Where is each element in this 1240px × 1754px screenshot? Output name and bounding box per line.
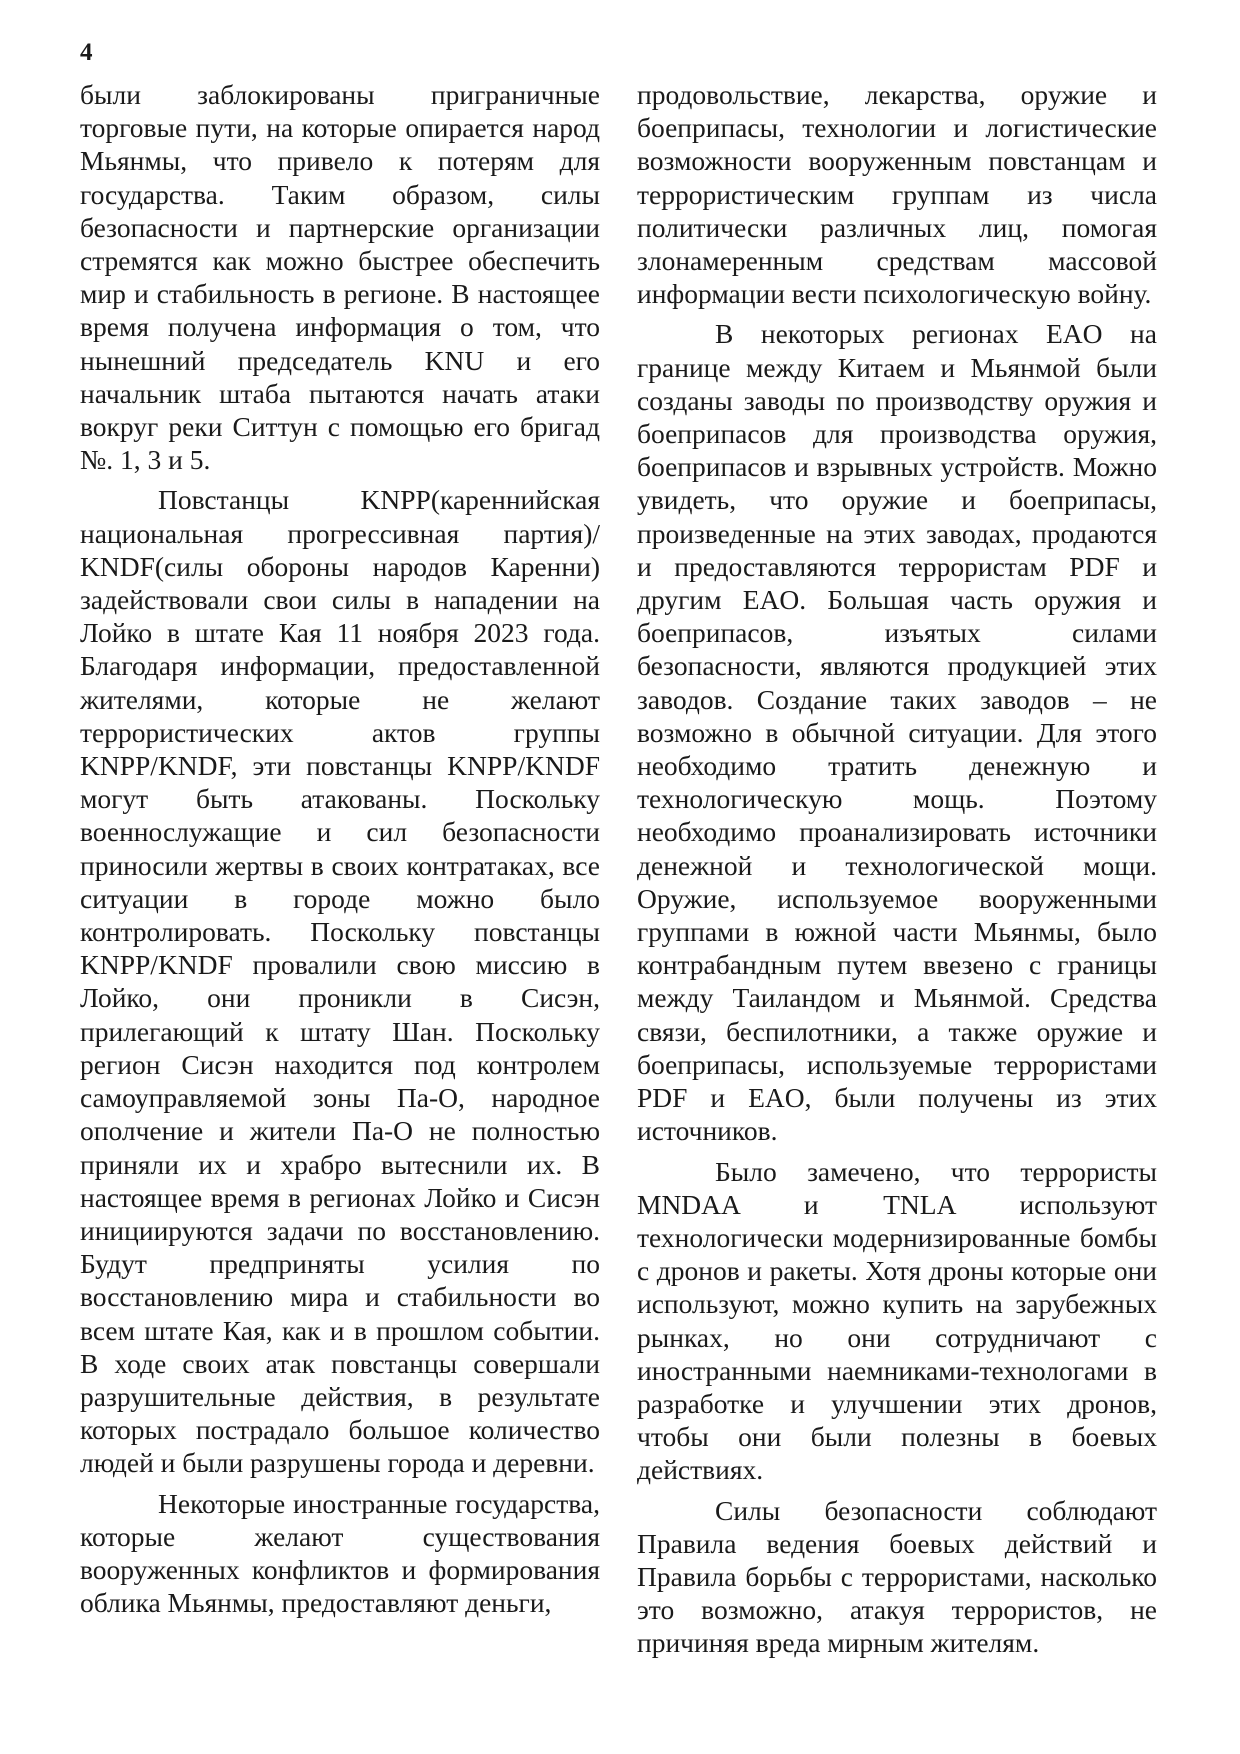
paragraph-left-2: Повстанцы KNPP(кареннийская национальная прогрессивная партия)/ KNDF(силы обороны народов Каренни) задействовали свои силы в нападении на Лойко в штате Кая 11 ноября 2023 года. Благодаря информации, предоставленной жителями, которые не желают террористических актов группы KNPP/KNDF, эти повстанцы KNPP/KNDF могут быть атакованы. Поскольку военнослужащие и сил безопасности приносили жертвы в своих контратаках, все ситуации в городе можно было контролировать. Поскольку повстанцы KNPP/KNDF провалили свою миссию в Лойко, они проникли в Сисэн, прилегающий к штату Шан. Поскольку регион Сисэн находится под контролем самоуправляемой зоны Па-О, народное ополчение и жители Па-О не полностью приняли их и храбро вытеснили их. В настоящее время в регионах Лойко и Сисэн инициируются задачи по восстановлению. Будут предприняты усилия по восстановлению мира и стабильности во всем штате Кая, как и в прошлом событии. В ходе своих атак повстанцы совершали разрушительные действия, в результате которых пострадало большое количество людей и были разрушены города и деревни. [80,484,600,1479]
paragraph-left-1: были заблокированы приграничные торговые пути, на которые опирается народ Мьянмы, что привело к потерям для государства. Таким образом, силы безопасности и партнерские организации стремятся как можно быстрее обеспечить мир и стабильность в регионе. В настоящее время получена информация о том, что нынешний председатель KNU и его начальник штаба пытаются начать атаки вокруг реки Ситтун с помощью его бригад №. 1, 3 и 5. [80,79,600,476]
paragraph-right-3: Было замечено, что террористы MNDAA и TNLA используют технологически модернизированные бомбы с дронов и ракеты. Хотя дроны которые они используют, можно купить на зарубежных рынках, но они сотрудничают с иностранными наемниками-технологами в разработке и улучшении этих дронов, чтобы они были полезны в боевых действиях. [637,1155,1157,1486]
page-number: 4 [80,39,93,66]
left-column [80,78,600,1626]
paragraph-right-1: продовольствие, лекарства, оружие и боеприпасы, технологии и логистические возможности вооруженным повстанцам и террористическим группам из числа политически различных лиц, помогая злонамеренным средствам массовой информации вести психологическую войну. [637,79,1157,310]
right-column [637,78,1157,1667]
paragraph-left-3: Некоторые иностранные государства, которые желают существования вооруженных конфликтов и формирования облика Мьянмы, предоставляют деньги, [80,1487,600,1619]
paragraph-right-2: В некоторых регионах EAO на границе между Китаем и Мьянмой были созданы заводы по производству оружия и боеприпасов для производства оружия, боеприпасов и взрывных устройств. Можно увидеть, что оружие и боеприпасы, произведенные на этих заводах, продаются и предоставляются террористам PDF и другим EAO. Большая часть оружия и боеприпасов, изъятых силами безопасности, являются продукцией этих заводов. Создание таких заводов – не возможно в обычной ситуации. Для этого необходимо тратить денежную и технологическую мощь. Поэтому необходимо проанализировать источники денежной и технологической мощи. Оружие, используемое вооруженными группами в южной части Мьянмы, было контрабандным путем ввезено с границы между Таиландом и Мьянмой. Средства связи, беспилотники, а также оружие и боеприпасы, используемые террористами PDF и EAO, были получены из этих источников. [637,318,1157,1147]
paragraph-right-4: Силы безопасности соблюдают Правила ведения боевых действий и Правила борьбы с террористами, насколько это возможно, атакуя террористов, не причиняя вреда мирным жителям. [637,1494,1157,1659]
